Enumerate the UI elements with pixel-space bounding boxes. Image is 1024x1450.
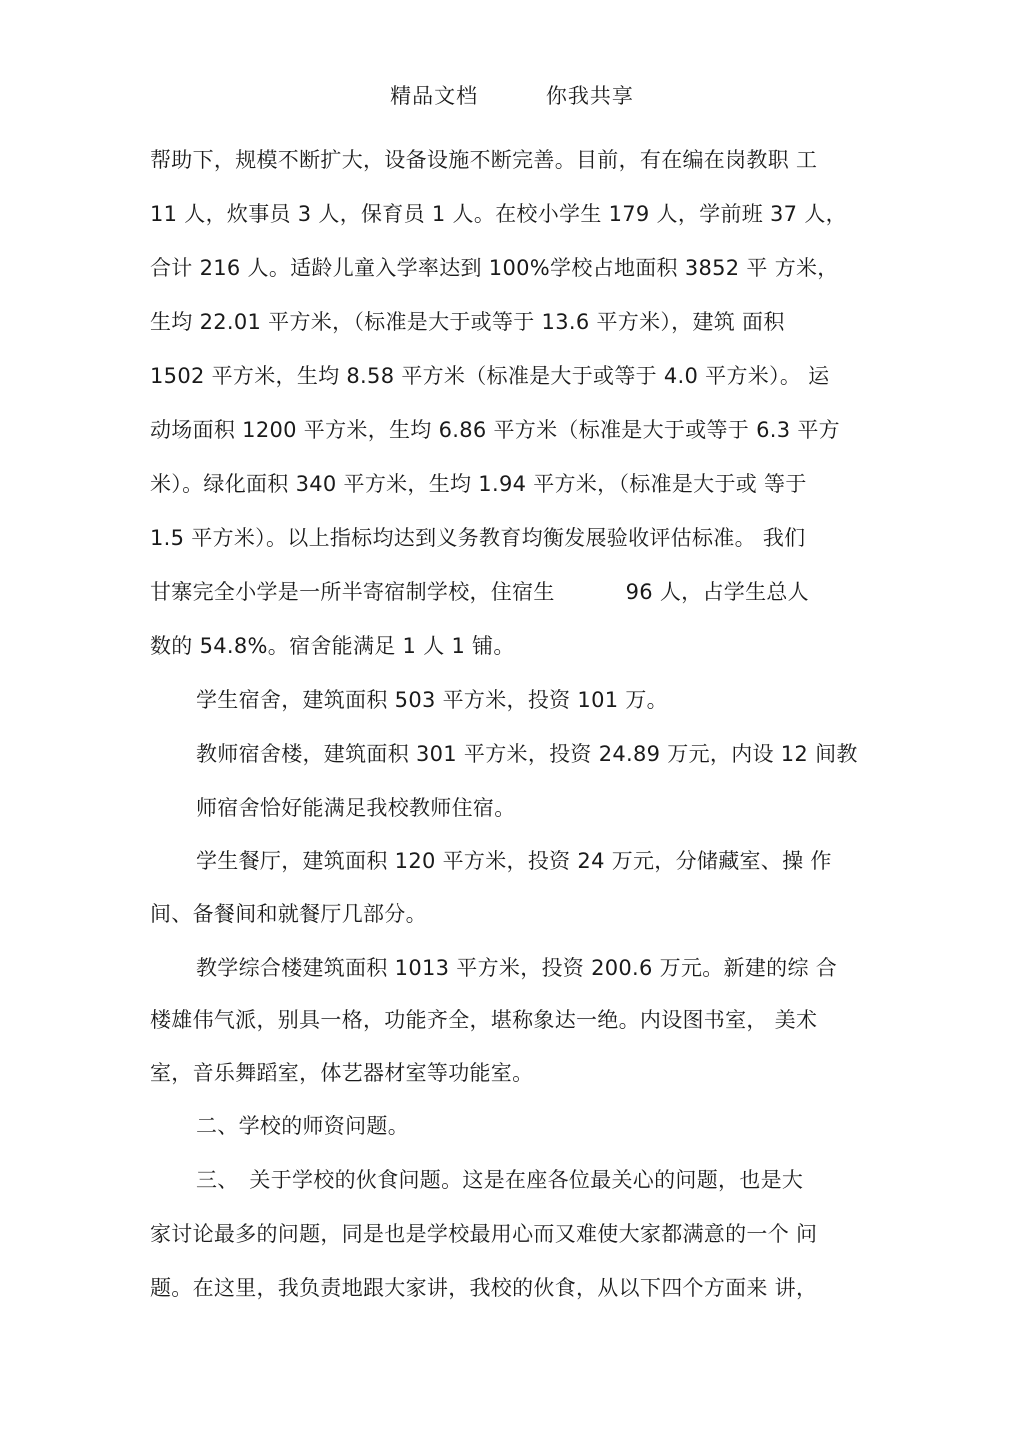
body-line: 1502 平方米，生均 8.58 平方米（标准是大于或等于 4.0 平方米）。 运 <box>150 364 830 388</box>
body-line: 师宿舍恰好能满足我校教师住宿。 <box>196 796 516 820</box>
body-line: 题。在这里，我负责地跟大家讲，我校的伙食，从以下四个方面来 讲， <box>150 1276 818 1300</box>
body-line: 家讨论最多的问题，同是也是学校最用心而又难使大家都满意的一个 问 <box>150 1222 818 1246</box>
body-line: 三、 关于学校的伙食问题。这是在座各位最关心的问题，也是大 <box>196 1168 804 1192</box>
body-line: 11 人，炊事员 3 人，保育员 1 人。在校小学生 179 人，学前班 37 人， <box>150 202 847 226</box>
body-line: 教学综合楼建筑面积 1013 平方米，投资 200.6 万元。新建的综 合 <box>196 956 838 980</box>
header-right-text: 你我共享 <box>545 84 634 108</box>
body-line: 数的 54.8%。宿舍能满足 1 人 1 铺。 <box>150 634 515 658</box>
body-line: 间、备餐间和就餐厅几部分。 <box>150 902 427 926</box>
body-line: 二、学校的师资问题。 <box>196 1114 409 1138</box>
body-line: 学生宿舍，建筑面积 503 平方米，投资 101 万。 <box>196 688 668 712</box>
body-line: 合计 216 人。适龄儿童入学率达到 100%学校占地面积 3852 平 方米， <box>150 256 839 280</box>
header-left-text: 精品文档 <box>390 84 479 108</box>
body-line: 学生餐厅，建筑面积 120 平方米，投资 24 万元，分储藏室、操 作 <box>196 849 832 873</box>
body-line: 米）。绿化面积 340 平方米，生均 1.94 平方米，（标准是大于或 等于 <box>150 472 807 496</box>
body-line: 动场面积 1200 平方米，生均 6.86 平方米（标准是大于或等于 6.3 平方 <box>150 418 840 442</box>
body-line: 生均 22.01 平方米，（标准是大于或等于 13.6 平方米），建筑 面积 <box>150 310 785 334</box>
body-line: 室，音乐舞蹈室，体艺器材室等功能室。 <box>150 1061 534 1085</box>
body-line: 楼雄伟气派，别具一格，功能齐全，堪称象达一绝。内设图书室， 美术 <box>150 1008 818 1032</box>
body-line: 甘寨完全小学是一所半寄宿制学校，住宿生 96 人，占学生总人 <box>150 580 809 604</box>
body-line: 帮助下，规模不断扩大，设备设施不断完善。目前，有在编在岗教职 工 <box>150 148 818 172</box>
page-header <box>0 80 1024 110</box>
body-line: 教师宿舍楼，建筑面积 301 平方米，投资 24.89 万元，内设 12 间教 <box>196 742 858 766</box>
body-line: 1.5 平方米）。以上指标均达到义务教育均衡发展验收评估标准。 我们 <box>150 526 806 550</box>
